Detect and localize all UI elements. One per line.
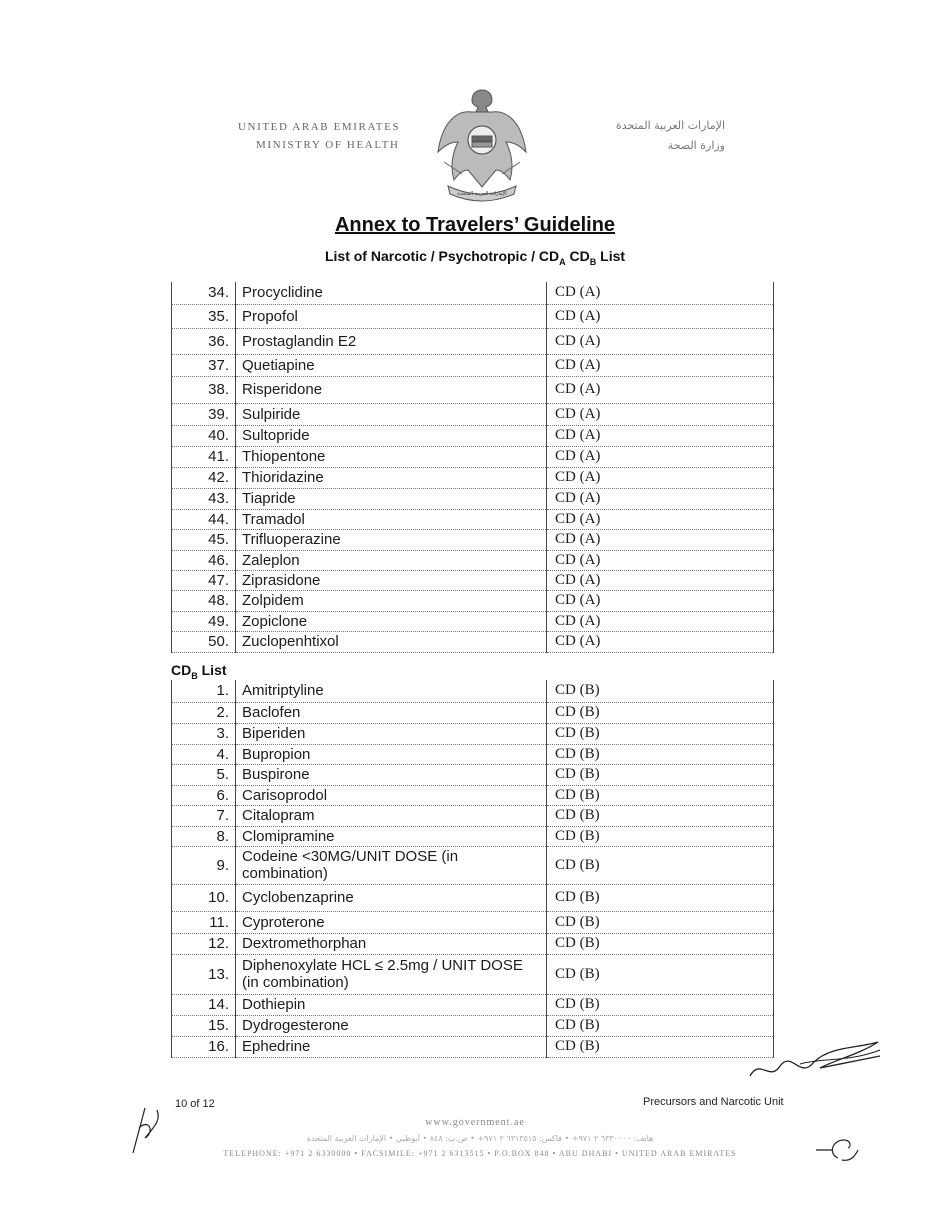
table-row bbox=[172, 933, 774, 954]
row-number: 7. bbox=[172, 805, 236, 826]
issuing-unit: Precursors and Narcotic Unit bbox=[643, 1096, 784, 1108]
drug-class: CD (A) bbox=[547, 467, 774, 488]
row-number: 38. bbox=[172, 376, 236, 403]
drug-class: CD (B) bbox=[547, 884, 774, 911]
drug-class: CD (B) bbox=[547, 826, 774, 846]
drug-class: CD (A) bbox=[547, 590, 774, 611]
drug-class: CD (B) bbox=[547, 702, 774, 723]
row-number: 39. bbox=[172, 403, 236, 425]
cdb-label-suffix: List bbox=[197, 662, 227, 678]
table-row bbox=[172, 1015, 774, 1036]
drug-class: CD (A) bbox=[547, 425, 774, 446]
drug-name: Sultopride bbox=[236, 425, 547, 446]
row-number: 9. bbox=[172, 846, 236, 884]
drug-class: CD (B) bbox=[547, 785, 774, 805]
emblem-banner-text: الإمارات العربية المتحدة bbox=[457, 191, 507, 197]
drug-class: CD (A) bbox=[547, 529, 774, 550]
row-number: 48. bbox=[172, 590, 236, 611]
drug-class: CD (A) bbox=[547, 328, 774, 354]
ministry-header-en bbox=[238, 118, 408, 154]
drug-class: CD (A) bbox=[547, 304, 774, 328]
drug-class: CD (B) bbox=[547, 911, 774, 933]
row-number: 36. bbox=[172, 328, 236, 354]
drug-name: Procyclidine bbox=[236, 282, 547, 304]
drug-class: CD (A) bbox=[547, 376, 774, 403]
drug-name: Zuclopenhtixol bbox=[236, 631, 547, 652]
table-row bbox=[172, 488, 774, 509]
row-number: 16. bbox=[172, 1036, 236, 1057]
row-number: 49. bbox=[172, 611, 236, 631]
table-row bbox=[172, 846, 774, 884]
drug-class: CD (B) bbox=[547, 680, 774, 702]
drug-name: Ephedrine bbox=[236, 1036, 547, 1057]
row-number: 34. bbox=[172, 282, 236, 304]
drug-class: CD (A) bbox=[547, 570, 774, 590]
drug-name: Zaleplon bbox=[236, 550, 547, 570]
drug-name: Sulpiride bbox=[236, 403, 547, 425]
drug-name: Carisoprodol bbox=[236, 785, 547, 805]
drug-class: CD (B) bbox=[547, 954, 774, 994]
drug-name: Zolpidem bbox=[236, 590, 547, 611]
table-row bbox=[172, 509, 774, 529]
table-row bbox=[172, 954, 774, 994]
table-row bbox=[172, 529, 774, 550]
subtitle-suffix: List bbox=[596, 248, 626, 264]
drug-class: CD (A) bbox=[547, 509, 774, 529]
cdb-section-label bbox=[171, 662, 227, 681]
drug-name: Trifluoperazine bbox=[236, 529, 547, 550]
ministry-name-en: MINISTRY OF HEALTH bbox=[256, 139, 400, 151]
footer-website: www.government.ae bbox=[425, 1117, 525, 1128]
row-number: 41. bbox=[172, 446, 236, 467]
drug-class: CD (B) bbox=[547, 805, 774, 826]
row-number: 45. bbox=[172, 529, 236, 550]
drug-name: Baclofen bbox=[236, 702, 547, 723]
drug-name: Citalopram bbox=[236, 805, 547, 826]
table-row bbox=[172, 785, 774, 805]
drug-name: Dextromethorphan bbox=[236, 933, 547, 954]
drug-name: Zopiclone bbox=[236, 611, 547, 631]
table-row bbox=[172, 994, 774, 1015]
drug-name: Dydrogesterone bbox=[236, 1015, 547, 1036]
initials-right-icon bbox=[812, 1130, 862, 1164]
drug-name: Biperiden bbox=[236, 723, 547, 744]
cdb-table bbox=[171, 680, 774, 1058]
table-row bbox=[172, 911, 774, 933]
table-row bbox=[172, 744, 774, 764]
subtitle-sub-b: B bbox=[589, 256, 597, 267]
subtitle-mid: CD bbox=[565, 248, 590, 264]
drug-class: CD (B) bbox=[547, 1015, 774, 1036]
row-number: 2. bbox=[172, 702, 236, 723]
table-row bbox=[172, 631, 774, 652]
uae-emblem-icon bbox=[432, 82, 532, 202]
table-row bbox=[172, 764, 774, 785]
table-row bbox=[172, 446, 774, 467]
drug-class: CD (A) bbox=[547, 282, 774, 304]
page-title: Annex to Travelers’ Guideline bbox=[334, 214, 616, 236]
drug-class: CD (B) bbox=[547, 723, 774, 744]
drug-name: Quetiapine bbox=[236, 354, 547, 376]
row-number: 35. bbox=[172, 304, 236, 328]
row-number: 47. bbox=[172, 570, 236, 590]
row-number: 43. bbox=[172, 488, 236, 509]
table-row bbox=[172, 805, 774, 826]
drug-class: CD (A) bbox=[547, 446, 774, 467]
table-row bbox=[172, 304, 774, 328]
drug-class: CD (A) bbox=[547, 403, 774, 425]
page-number: 10 of 12 bbox=[175, 1098, 215, 1110]
initials-left-icon bbox=[125, 1098, 165, 1158]
drug-class: CD (B) bbox=[547, 933, 774, 954]
drug-name: Clomipramine bbox=[236, 826, 547, 846]
table-row bbox=[172, 550, 774, 570]
row-number: 11. bbox=[172, 911, 236, 933]
drug-class: CD (B) bbox=[547, 994, 774, 1015]
subtitle-prefix: List of Narcotic / Psychotropic / CD bbox=[324, 248, 560, 264]
drug-class: CD (B) bbox=[547, 764, 774, 785]
drug-class: CD (B) bbox=[547, 846, 774, 884]
cdb-label-sub: B bbox=[191, 670, 198, 681]
drug-name: Cyproterone bbox=[236, 911, 547, 933]
row-number: 14. bbox=[172, 994, 236, 1015]
drug-class: CD (A) bbox=[547, 611, 774, 631]
drug-class: CD (A) bbox=[547, 550, 774, 570]
row-number: 40. bbox=[172, 425, 236, 446]
row-number: 13. bbox=[172, 954, 236, 994]
signature-right-icon bbox=[740, 1028, 890, 1088]
drug-class: CD (A) bbox=[547, 631, 774, 652]
row-number: 46. bbox=[172, 550, 236, 570]
drug-name: Prostaglandin E2 bbox=[236, 328, 547, 354]
table-row bbox=[172, 611, 774, 631]
drug-name: Dothiepin bbox=[236, 994, 547, 1015]
table-row bbox=[172, 282, 774, 304]
drug-class: CD (A) bbox=[547, 354, 774, 376]
drug-name: Risperidone bbox=[236, 376, 547, 403]
table-row bbox=[172, 680, 774, 702]
row-number: 4. bbox=[172, 744, 236, 764]
table-row bbox=[172, 884, 774, 911]
cdb-label-prefix: CD bbox=[171, 662, 192, 678]
row-number: 8. bbox=[172, 826, 236, 846]
table-row bbox=[172, 354, 774, 376]
drug-class: CD (B) bbox=[547, 1036, 774, 1057]
row-number: 3. bbox=[172, 723, 236, 744]
drug-name: Bupropion bbox=[236, 744, 547, 764]
row-number: 15. bbox=[172, 1015, 236, 1036]
table-row bbox=[172, 826, 774, 846]
table-row bbox=[172, 590, 774, 611]
ministry-header-ar bbox=[555, 116, 725, 156]
row-number: 1. bbox=[172, 680, 236, 702]
subtitle-sub-a: A bbox=[559, 256, 566, 267]
table-row bbox=[172, 723, 774, 744]
table-row bbox=[172, 328, 774, 354]
drug-name: Cyclobenzaprine bbox=[236, 884, 547, 911]
country-name-ar: الإمارات العربية المتحدة bbox=[615, 119, 725, 132]
drug-name: Thiopentone bbox=[236, 446, 547, 467]
table-row bbox=[172, 702, 774, 723]
drug-class: CD (B) bbox=[547, 744, 774, 764]
row-number: 50. bbox=[172, 631, 236, 652]
drug-name: Thioridazine bbox=[236, 467, 547, 488]
row-number: 42. bbox=[172, 467, 236, 488]
drug-class: CD (A) bbox=[547, 488, 774, 509]
drug-name: Codeine <30MG/UNIT DOSE (in combination) bbox=[236, 846, 547, 884]
table-row bbox=[172, 425, 774, 446]
page-subtitle bbox=[0, 248, 950, 267]
country-name-en: UNITED ARAB EMIRATES bbox=[238, 121, 401, 133]
drug-name: Tramadol bbox=[236, 509, 547, 529]
row-number: 37. bbox=[172, 354, 236, 376]
table-row bbox=[172, 403, 774, 425]
table-row bbox=[172, 467, 774, 488]
drug-name: Ziprasidone bbox=[236, 570, 547, 590]
table-row bbox=[172, 376, 774, 403]
table-row bbox=[172, 1036, 774, 1057]
drug-name: Diphenoxylate HCL ≤ 2.5mg / UNIT DOSE (in combination) bbox=[236, 954, 547, 994]
drug-name: Tiapride bbox=[236, 488, 547, 509]
ministry-name-ar: وزارة الصحة bbox=[667, 139, 725, 152]
table-row bbox=[172, 570, 774, 590]
row-number: 44. bbox=[172, 509, 236, 529]
drug-name: Amitriptyline bbox=[236, 680, 547, 702]
row-number: 10. bbox=[172, 884, 236, 911]
drug-name: Propofol bbox=[236, 304, 547, 328]
footer-contact-en: TELEPHONE: +971 2 6330000 • FACSIMILE: +971 2 6313515 • P.O.BOX 848 • ABU DHABI • UNITED ARAB EMIRATES bbox=[223, 1149, 737, 1158]
footer-contact-ar: هاتف: ٦٣٣٠٠٠٠ ٢ ٩٧١+ • فاكس: ٦٣١٣٥١٥ ٢ ٩٧١+ • ص.ب: ٨٤٨ • أبوظبي • الإمارات العربية المتحدة bbox=[306, 1134, 654, 1143]
row-number: 5. bbox=[172, 764, 236, 785]
drug-name: Buspirone bbox=[236, 764, 547, 785]
row-number: 6. bbox=[172, 785, 236, 805]
row-number: 12. bbox=[172, 933, 236, 954]
cda-table bbox=[171, 282, 774, 653]
